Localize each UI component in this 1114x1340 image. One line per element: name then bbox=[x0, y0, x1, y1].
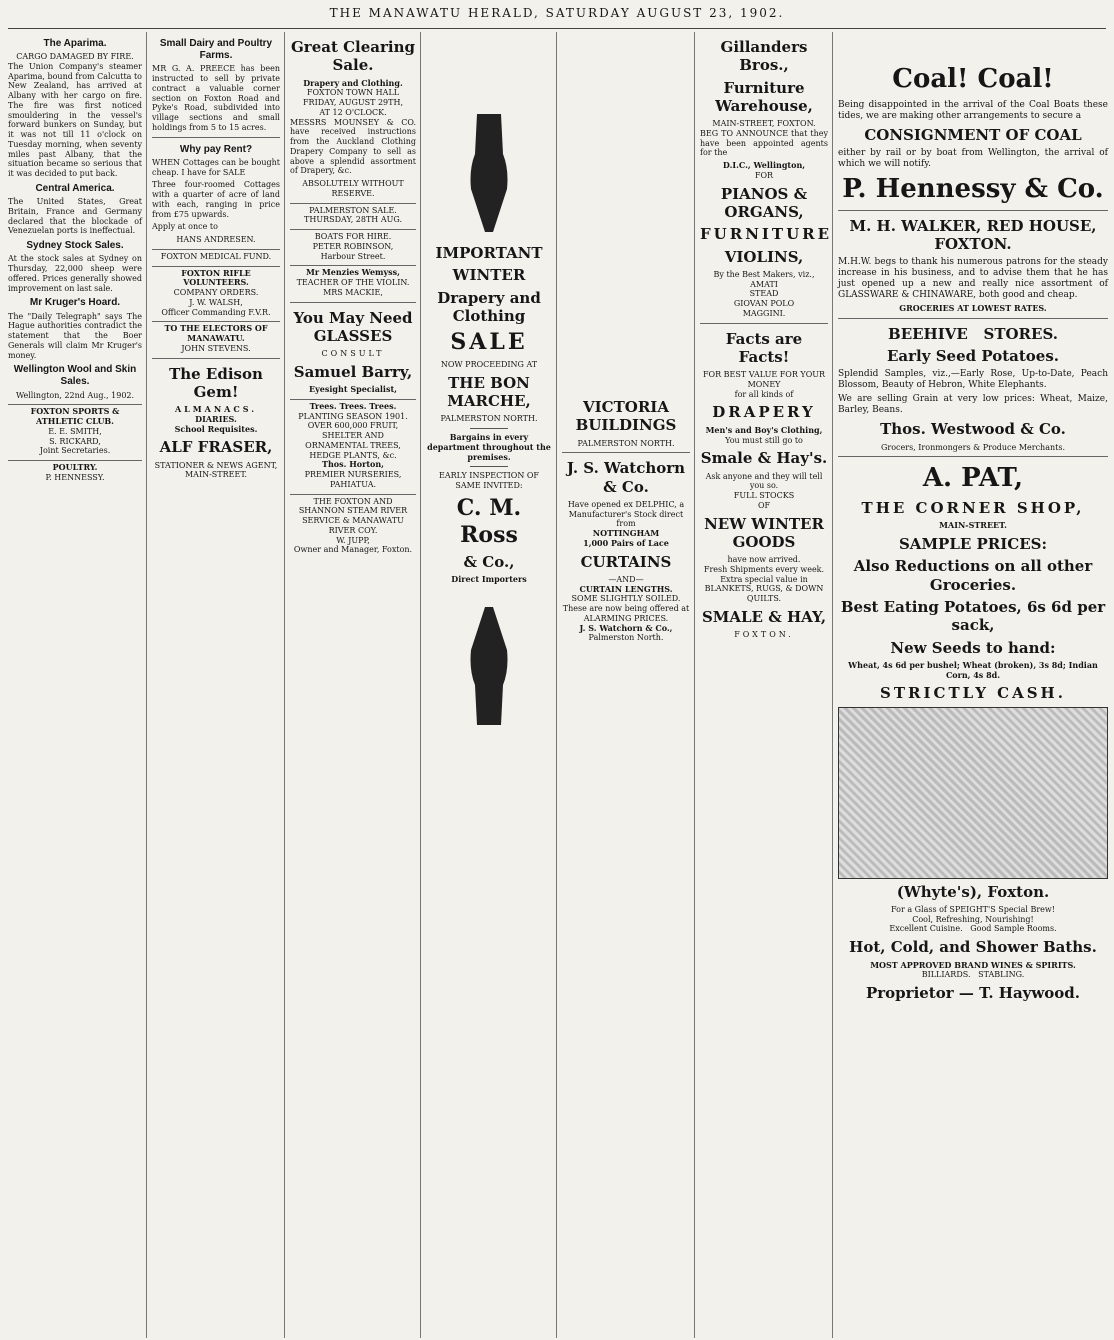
ad-body: Good Sample Rooms. bbox=[970, 924, 1057, 934]
signature: P. HENNESSY. bbox=[45, 472, 105, 482]
ad-body: STABLING. bbox=[978, 970, 1025, 980]
ad-title: FURNITURE bbox=[700, 225, 832, 244]
column-4 bbox=[422, 34, 556, 1336]
ad-body: EARLY INSPECTION OF SAME INVITED: bbox=[439, 471, 539, 491]
notice-title: POULTRY. bbox=[52, 462, 98, 473]
subhead: TEACHER OF THE VIOLIN. bbox=[296, 278, 410, 288]
subhead: Direct Importers bbox=[451, 573, 527, 584]
signature: HANS ANDRESEN. bbox=[176, 235, 256, 245]
signature: MRS MACKIE, bbox=[323, 287, 383, 297]
list-item: AMATI bbox=[750, 279, 778, 289]
ad-body: Apply at once to bbox=[152, 222, 218, 232]
ad-title: Smale & Hay's. bbox=[700, 449, 828, 468]
ad-body: MESSRS MOUNSEY & CO. have received instructions from the Auckland Clothing Drapery Company to sell as above a splendid assortment of Drapery, &c. bbox=[290, 117, 416, 176]
masthead-rule bbox=[8, 28, 1106, 29]
signature: JOHN STEVENS. bbox=[181, 343, 251, 353]
ad-title: Thos. Westwood & Co. bbox=[880, 420, 1066, 439]
ad-title: SAMPLE PRICES: bbox=[898, 535, 1048, 554]
list-item: GIOVAN POLO bbox=[733, 299, 795, 309]
list-item: MAGGINI. bbox=[742, 308, 786, 318]
notice-title: TO THE ELECTORS OF MANAWATU. bbox=[164, 323, 268, 344]
note: ABSOLUTELY WITHOUT RESERVE. bbox=[302, 179, 404, 198]
notice-title: Mr Menzies Wemyss, bbox=[306, 267, 400, 278]
ad-title: Hot, Cold, and Shower Baths. bbox=[849, 938, 1097, 957]
masthead: THE MANAWATU HERALD, SATURDAY AUGUST 23, 1902. bbox=[329, 6, 785, 20]
ad-title: Why pay Rent? bbox=[179, 143, 253, 155]
headline: Central America. bbox=[35, 182, 115, 194]
ad-title: VIOLINS, bbox=[724, 247, 804, 266]
article-body: The Union Company's steamer Aparima, bound from Calcutta to New Zealand, has arrived at Albany with her cargo on fire. The fire was first noticed smouldering in the vessel's forward bunkers on Sunday, but it was not till 11 o'clock on Tuesday morning, when seventy miles past Albany, that the situation became so serious that it was decided to put back. bbox=[8, 61, 142, 179]
subhead: —AND— bbox=[608, 574, 644, 584]
column-7: Coal! Coal! Being disappointed in the arrival of the Coal Boats these tides, we are making other arrangements to secure a CONSIGNMENT OF COAL either by rail or by boat from Wellington, the arrival of which we will notify. P. Hennessy & Co. M. H. WALKER, RED HOUSE, FOXTON. M.H.W. begs to thank his numerous patrons for the steady increase in his business, and to advise them that he has just opened up a new and really nice assortment of GLASSWARE & CHINAWARE, both good and cheap. GROCERIES AT LOWEST RATES. BEEHIVE STORES. Early Seed Potatoes. Splendid Samples, viz.,—Early Rose, Up-to-Date, Peach Blossom, Beauty of Hebron, White Elephants. We are selling Grain at very low prices: Wheat, Maize, Barley, Beans. Thos. Westwood & Co. Grocers, Ironmongers & Produce Merchants. A. PAT, THE CORNER SHOP, MAIN-STREET. SAMPLE PRICES: Also Reductions on all other Groceries. Best Eating Potatoes, 6s 6d per sack, New Seeds to hand: Wheat, 4s 6d per bushel; Wheat (broken), 3s 8d; Indian Corn, 4s 8d. STRICTLY CASH. (Whyte's), Foxton. For a Glass of SPEIGHT'S Special Brew! Cool, Refreshing, Nourishing! Excellent Cuisine. Good Sample Rooms. Hot, Cold, and Shower Baths. MOST APPROVED BRAND WINES & SPIRITS. BILLIARDS. STABLING. Proprietor — T. Haywood. bbox=[838, 64, 1108, 1003]
ad-title: SALE bbox=[450, 329, 528, 356]
signature: Joint Secretaries. bbox=[39, 446, 111, 456]
ad-body: Three four-roomed Cottages with a quarter of acre of land with each, ranging in price from £75 upwards. bbox=[152, 180, 280, 219]
signature: Owner and Manager, Foxton. bbox=[293, 545, 413, 555]
ad-title: C. M. Ross bbox=[456, 494, 522, 548]
subhead: CONSULT bbox=[321, 349, 385, 359]
ad-title: 1,000 Pairs of Lace bbox=[583, 537, 669, 548]
signature: PREMIER NURSERIES, PAHIATUA. bbox=[304, 470, 402, 489]
ad-body: either by rail or by boat from Wellington, the arrival of which we will notify. bbox=[838, 147, 1108, 169]
ad-title: CURTAINS bbox=[580, 552, 672, 571]
ad-title: NOTTINGHAM bbox=[592, 528, 660, 539]
ad-body: Being disappointed in the arrival of the Coal Boats these tides, we are making other arrangements to secure a bbox=[838, 99, 1108, 121]
ad-body: Excellent Cuisine. bbox=[889, 924, 963, 934]
ad-title: The Edison Gem! bbox=[169, 364, 263, 401]
notice-title: FOXTON SPORTS & ATHLETIC CLUB. bbox=[30, 406, 120, 427]
article-body: The "Daily Telegraph" says The Hague authorities contradict the statement that the Boer Generals will claim Mr Kruger's money. bbox=[8, 311, 142, 360]
headline: Sydney Stock Sales. bbox=[26, 240, 124, 252]
ad-title: M. H. WALKER, RED HOUSE, FOXTON. bbox=[849, 216, 1097, 253]
ad-title: DRAPERY bbox=[712, 403, 816, 422]
ad-body: MR G. A. PREECE has been instructed to sell by private contract a valuable corner section on Foxton Road and Pyke's Road, subdivided into village sections and small holdings from 5 to 15 acres. bbox=[152, 64, 280, 132]
signature: Officer Commanding F.V.R. bbox=[161, 307, 271, 317]
ad-body: SOME SLIGHTLY SOILED. bbox=[571, 594, 681, 604]
dateline: Wellington, 22nd Aug., 1902. bbox=[15, 390, 135, 400]
ad-title: BEEHIVE bbox=[888, 324, 968, 343]
column-divider bbox=[146, 32, 147, 1338]
ad-body: OVER 600,000 FRUIT, SHELTER AND ORNAMENTAL TREES, HEDGE PLANTS, &c. bbox=[305, 421, 401, 460]
ad-title: CONSIGNMENT OF COAL bbox=[864, 125, 1082, 144]
ad-body: OF bbox=[757, 500, 771, 510]
ad-title: Also Reductions on all other Groceries. bbox=[853, 557, 1093, 594]
signature: J. W. WALSH, bbox=[189, 297, 243, 307]
ad-title: Drapery and Clothing bbox=[437, 288, 541, 325]
signature: J. S. Watchorn & Co., bbox=[579, 622, 673, 633]
column-3 bbox=[286, 34, 420, 1336]
subhead: CARGO DAMAGED BY FIRE. bbox=[16, 52, 134, 62]
notice-title: PALMERSTON SALE. bbox=[309, 205, 397, 215]
ad-title: School Requisites. bbox=[174, 423, 258, 434]
ad-title: Best Eating Potatoes, 6s 6d per sack, bbox=[840, 598, 1106, 635]
ad-title: PIANOS & ORGANS, bbox=[720, 184, 808, 221]
ad-title: STRICTLY CASH. bbox=[880, 684, 1066, 703]
subhead: NOW PROCEEDING AT bbox=[440, 360, 538, 370]
subhead: Eyesight Specialist, bbox=[309, 384, 397, 395]
signature: Palmerston North. bbox=[588, 633, 664, 643]
signature: PETER ROBINSON, bbox=[312, 241, 394, 251]
ad-body: FULL STOCKS bbox=[733, 491, 795, 501]
ad-body: Bargains in every department throughout the premises. bbox=[427, 432, 551, 462]
notice-title: BOATS FOR HIRE. bbox=[314, 232, 392, 242]
ad-title: Samuel Barry, bbox=[293, 362, 413, 381]
signature: Harbour Street. bbox=[320, 251, 386, 261]
notice-title: FOXTON MEDICAL FUND. bbox=[160, 251, 272, 261]
ad-body: You must still go to bbox=[725, 435, 803, 445]
ad-title: Facts are Facts! bbox=[725, 329, 803, 366]
ad-title: DIARIES. bbox=[195, 413, 237, 424]
headline: The Aparima. bbox=[43, 38, 107, 49]
address: PALMERSTON NORTH. bbox=[440, 414, 538, 424]
ad-body: BEG TO ANNOUNCE that they have been appointed agents for the bbox=[700, 128, 828, 158]
date: THURSDAY, 28TH AUG. bbox=[304, 215, 402, 225]
ad-body: For a Glass of SPEIGHT'S Special Brew! bbox=[891, 904, 1055, 914]
ad-title: Coal! Coal! bbox=[892, 64, 1054, 94]
ad-body: Wheat, 4s 6d per bushel; Wheat (broken), 3s 8d; Indian Corn, 4s 8d. bbox=[848, 659, 1098, 680]
ad-title: VICTORIA BUILDINGS bbox=[575, 398, 677, 435]
ad-body: These are now being offered at ALARMING PRICES. bbox=[562, 604, 690, 623]
address: MAIN-STREET, FOXTON. bbox=[712, 119, 816, 129]
subhead: By the Best Makers, viz., bbox=[713, 269, 815, 279]
headline: Mr Kruger's Hoard. bbox=[29, 297, 121, 309]
date: FRIDAY, AUGUST 29TH, bbox=[303, 98, 403, 108]
address: MAIN-STREET. bbox=[184, 470, 248, 480]
ad-title: SMALE & HAY, bbox=[701, 607, 827, 626]
ad-body: Extra special value in BLANKETS, RUGS, & DOWN QUILTS. bbox=[704, 574, 824, 604]
subhead: PLANTING SEASON 1901. bbox=[298, 411, 408, 421]
subhead: GROCERIES AT LOWEST RATES. bbox=[899, 303, 1047, 314]
signature: Thos. Horton, bbox=[322, 459, 384, 470]
venue: FOXTON TOWN HALL bbox=[306, 88, 400, 98]
ad-title: THE CORNER SHOP, bbox=[861, 499, 1085, 518]
column-divider bbox=[556, 32, 557, 1338]
ad-title: CURTAIN LENGTHS. bbox=[579, 583, 673, 594]
ad-body: MOST APPROVED BRAND WINES & SPIRITS. bbox=[870, 959, 1076, 970]
ad-title: Small Dairy and Poultry Farms. bbox=[159, 38, 273, 62]
signature: S. RICKARD, bbox=[49, 436, 101, 446]
subhead: Grocers, Ironmongers & Produce Merchants. bbox=[881, 442, 1065, 452]
ad-body: FOR BEST VALUE FOR YOUR MONEY bbox=[702, 370, 826, 389]
subhead: COMPANY ORDERS. bbox=[173, 288, 259, 298]
ad-body: Fresh Shipments every week. bbox=[703, 564, 825, 574]
ad-body: WHEN Cottages can be bought cheap. I have for SALE bbox=[152, 157, 280, 177]
ad-title: IMPORTANT bbox=[435, 244, 543, 262]
ad-body: We are selling Grain at very low prices: Wheat, Maize, Barley, Beans. bbox=[838, 394, 1108, 416]
ad-body: Have opened ex DELPHIC, a Manufacturer's Stock direct from bbox=[567, 499, 685, 529]
article-body: At the stock sales at Sydney on Thursday, 22,000 sheep were offered. Prices generally showed improvement on last sale. bbox=[8, 254, 142, 293]
ad-title: Early Seed Potatoes. bbox=[887, 347, 1059, 366]
pointing-hand-icon bbox=[459, 605, 519, 725]
ad-body: Proprietor bbox=[865, 984, 954, 1003]
hotel-illustration bbox=[838, 707, 1108, 879]
ad-body: BILLIARDS. bbox=[921, 970, 971, 980]
ad-title: Furniture Warehouse, bbox=[715, 78, 813, 115]
ad-title: New Seeds to hand: bbox=[890, 638, 1056, 657]
ad-title: Great Clearing Sale. bbox=[290, 38, 416, 75]
ad-title: J. S. Watchorn & Co. bbox=[566, 459, 686, 496]
address: FOXTON. bbox=[734, 630, 794, 640]
notice-title: THE FOXTON AND SHANNON STEAM RIVER SERVICE & MANAWATU RIVER COY. bbox=[298, 496, 408, 535]
address: MAIN-STREET. bbox=[939, 520, 1007, 531]
ad-title: ALMANACS. bbox=[174, 404, 258, 415]
pointing-hand-icon bbox=[459, 114, 519, 234]
ad-title: & Co., bbox=[463, 552, 515, 571]
column-5 bbox=[558, 34, 694, 1336]
ad-body: have now arrived. bbox=[727, 555, 801, 565]
notice-title: FOXTON RIFLE VOLUNTEERS. bbox=[181, 267, 251, 288]
ad-title: D.I.C., Wellington, bbox=[722, 160, 806, 171]
article-body: The United States, Great Britain, France and Germany declared that the blockade of Venezuelan ports is ineffectual. bbox=[8, 197, 142, 236]
ad-title: T. Haywood. bbox=[979, 984, 1081, 1003]
column-6 bbox=[696, 34, 832, 1336]
column-divider bbox=[420, 32, 421, 1338]
ad-title: P. Hennessy & Co. bbox=[842, 173, 1104, 204]
ad-body: Splendid Samples, viz.,—Early Rose, Up-to-Date, Peach Blossom, Beauty of Hebron, White Elephants. bbox=[838, 369, 1108, 391]
ad-body: Men's and Boy's Clothing, bbox=[705, 424, 823, 435]
column-divider bbox=[832, 32, 833, 1338]
column-divider bbox=[284, 32, 285, 1338]
subhead: STATIONER & NEWS AGENT, bbox=[154, 460, 278, 470]
ad-title: Trees. Trees. Trees. bbox=[309, 400, 397, 411]
signature: E. E. SMITH, bbox=[48, 426, 102, 436]
address: PALMERSTON NORTH. bbox=[577, 438, 675, 448]
ad-title: THE BON MARCHE, bbox=[447, 373, 531, 411]
signature: W. JUPP, bbox=[336, 535, 370, 545]
ad-title: You May Need GLASSES bbox=[293, 308, 413, 345]
ad-title: ALF FRASER, bbox=[159, 438, 273, 457]
ad-body: for all kinds of bbox=[734, 389, 794, 399]
ad-title: WINTER bbox=[452, 266, 526, 285]
column-divider bbox=[694, 32, 695, 1338]
ad-title: STORES. bbox=[983, 324, 1058, 343]
ad-body: Cool, Refreshing, Nourishing! bbox=[912, 914, 1034, 924]
time: AT 12 O'CLOCK. bbox=[319, 107, 387, 117]
headline: Wellington Wool and Skin Sales. bbox=[13, 364, 137, 388]
subhead: Drapery and Clothing. bbox=[303, 77, 403, 88]
list-item: STEAD bbox=[749, 289, 779, 299]
ad-title: Gillanders Bros., bbox=[720, 38, 808, 75]
ad-title: NEW WINTER GOODS bbox=[704, 514, 824, 551]
ad-body: Ask anyone and they will tell you so. bbox=[705, 471, 823, 491]
subhead: FOR bbox=[754, 170, 774, 180]
ad-body: M.H.W. begs to thank his numerous patrons for the steady increase in his business, and to advise them that he has just opened up a new and really nice assortment of GLASSWARE & CHINAWARE, both good and cheap. bbox=[838, 257, 1108, 301]
ad-title: A. PAT, bbox=[922, 463, 1024, 494]
column-1 bbox=[4, 34, 146, 1336]
column-2 bbox=[148, 34, 284, 1336]
ad-title: (Whyte's), Foxton. bbox=[896, 882, 1050, 901]
